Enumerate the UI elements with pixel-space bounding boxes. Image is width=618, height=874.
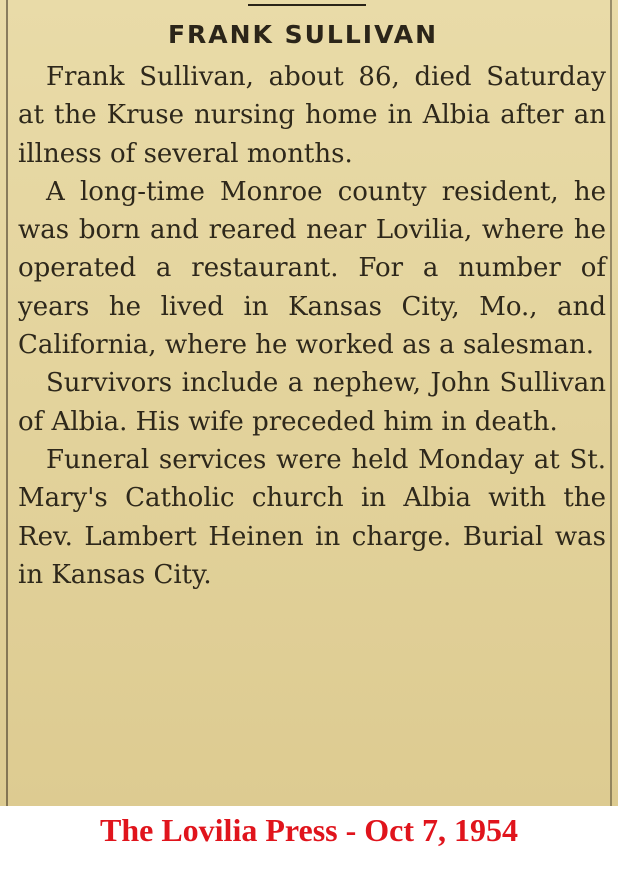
paragraph-death: Frank Sullivan, about 86, died Saturday at the Kruse nursing home in Albia after an illness of several months. [18, 62, 606, 169]
paragraph-survivors: Survivors include a nephew, John Sullivan of Albia. His wife preceded him in death. [18, 368, 606, 437]
top-rule [248, 4, 366, 6]
paragraph-biography: A long-time Monroe county resident, he was born and reared near Lovilia, where he operated a restaurant. For a number of years he lived in Kansas City, Mo., and California, where he worked as a salesman. [18, 176, 606, 361]
obituary-body [18, 58, 606, 594]
source-caption: The Lovilia Press - Oct 7, 1954 [99, 812, 519, 848]
left-column-edge [6, 0, 8, 806]
right-column-edge [610, 0, 612, 806]
obituary-headline: FRANK SULLIVAN [167, 20, 439, 49]
paragraph-funeral: Funeral services were held Monday at St. Mary's Catholic church in Albia with the Rev. Lambert Heinen in charge. Burial was in Kansas City. [18, 444, 606, 590]
